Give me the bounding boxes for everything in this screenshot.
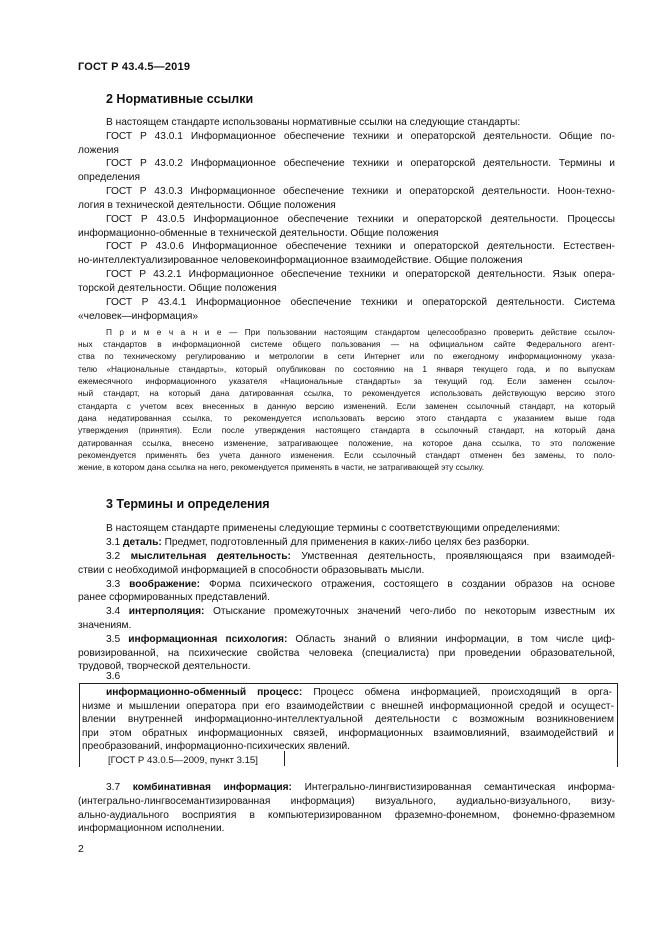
section-2-title: 2 Нормативные ссылки	[106, 92, 254, 106]
term-3-7-line-4: информационном исполнении.	[78, 823, 225, 834]
ref-3-line-1: ГОСТ Р 43.0.3 Информационное обеспечение техники и операторской деятельности. Ноон-техно-	[106, 186, 615, 197]
term-3-6-line-1: информационно-обменный процесс: Процесс обмена информацией, происходящий в орга-	[106, 687, 612, 698]
term-3-7-line-2: (интегрально-лингвосемантизированная информация) визуального, аудиально-визуального, визу-	[78, 796, 615, 807]
term-3-6-line-3: влении внутренней информационно-интеллектуальной деятельности с возможным возникновением	[82, 714, 614, 725]
term-3-4-line-2: значениям.	[78, 620, 132, 631]
term-3-3-line-2: ранее сформированных представлений.	[78, 592, 270, 603]
term-3-6-line-4: при этом обратных информационных связей, информационных взаимовлияний, взаимодействий и	[82, 728, 614, 739]
page-number: 2	[78, 843, 84, 855]
term-3-2-line-1: 3.2 мыслительная деятельность: Умственная деятельность, проявляющаяся при взаимодей-	[106, 551, 615, 562]
term-3-1: 3.1 деталь: Предмет, подготовленный для применения в каких-либо целях без разборки.	[106, 537, 530, 548]
term-3-6-line-2: низме и мышлении оператора при его взаимодействии с внешней информационной средой и осущест-	[82, 701, 614, 712]
ref-7-line-2: «человек—информация»	[78, 311, 199, 322]
term-3-5-line-3: трудовой, творческой деятельности.	[78, 661, 251, 672]
term-3-7-line-3: ально-аудиального восприятия в компьютеризированном фраземно-фонемном, фонемно-фраземном	[78, 810, 615, 821]
note-line-2: ных стандартов в информационной системе общего пользования — на официальном сайте Федерального агент-	[78, 339, 615, 349]
ref-2-line-2: определения	[78, 172, 141, 183]
section-3-title: 3 Термины и определения	[106, 497, 270, 511]
ref-4-line-2: информационно-обменные в технической деятельности. Общие положения	[78, 228, 439, 239]
note-line-1: П р и м е ч а н и е — При пользовании настоящим стандартом целесообразно проверить действие ссылоч-	[106, 327, 615, 337]
note-line-3: ства по техническому регулированию и метрологии в сети Интернет или по ежегодному информационному указа-	[78, 351, 615, 361]
term-3-4-line-1: 3.4 интерполяция: Отыскание промежуточных значений чего-либо по некоторым известным их	[106, 606, 615, 617]
ref-5-line-2: но-интеллектуализированное человекоинформационное взаимодействие. Общие положения	[78, 255, 523, 266]
ref-4-line-1: ГОСТ Р 43.0.5 Информационное обеспечение техники и операторской деятельности. Процессы	[106, 214, 615, 225]
note-line-11: рекомендуется применять без учета данного изменения. Если ссылочный стандарт отменен без замены, то поло-	[78, 450, 615, 460]
ref-3-line-2: логия в технической деятельности. Общие положения	[78, 200, 336, 211]
section-2-intro: В настоящем стандарте использованы нормативные ссылки на следующие стандарты:	[106, 117, 521, 128]
ref-1-line-1: ГОСТ Р 43.0.1 Информационное обеспечение техники и операторской деятельности. Общие по-	[106, 131, 615, 142]
term-3-6-number: 3.6	[106, 671, 121, 682]
term-3-5-line-2: ровизированной, на психические свойства человека (специалиста) при проведении образовательной,	[78, 648, 615, 659]
term-3-3-line-1: 3.3 воображение: Форма психического отражения, состоящего в создании образов на основе	[106, 579, 615, 590]
ref-7-line-1: ГОСТ Р 43.4.1 Информационное обеспечение техники и операторской деятельности. Система	[106, 297, 615, 308]
ref-6-line-1: ГОСТ Р 43.2.1 Информационное обеспечение техники и операторской деятельности. Язык опера-	[106, 269, 615, 280]
term-3-6-source: [ГОСТ Р 43.0.5—2009, пункт 3.15]	[108, 755, 258, 766]
note-line-5: ежемесячного информационного указателя «Национальные стандарты» за текущий год. Если заменен ссылоч-	[78, 376, 615, 386]
note-line-4: телю «Национальные стандарты», который опубликован по состоянию на 1 января текущего года, и по выпускам	[78, 364, 615, 374]
source-bracket-mark	[284, 751, 285, 766]
ref-5-line-1: ГОСТ Р 43.0.6 Информационное обеспечение техники и операторской деятельности. Естествен-	[106, 241, 615, 252]
note-line-8: дана недатированная ссылка, то рекомендуется использовать версию этого стандарта с указанием выше года	[78, 413, 615, 423]
note-line-7: стандарта с учетом всех внесенных в данную версию изменений. Если заменен ссылочный стандарт, на который	[78, 401, 615, 411]
term-3-5-line-1: 3.5 информационная психология: Область знаний о влиянии информации, в том числе циф-	[106, 634, 615, 645]
term-3-7-line-1: 3.7 комбинативная информация: Интегрально-лингвистизированная семантическая информа-	[106, 782, 616, 793]
ref-6-line-2: торской деятельности. Общие положения	[78, 283, 277, 294]
note-line-12: жение, в котором дана ссылка на него, рекомендуется применять в части, не затрагивающей эту ссылку.	[78, 462, 485, 472]
note-line-10: датированная ссылка, внесено изменение, затрагивающее положение, на которое дана ссылка, то это положение	[78, 438, 615, 448]
section-3-intro: В настоящем стандарте применены следующие термины с соответствующими определениями:	[106, 523, 561, 534]
term-3-2-line-2: ствии с необходимой информацией в способности образовывать мысли.	[78, 565, 425, 576]
ref-1-line-2: ложения	[78, 145, 119, 156]
term-3-6-line-5: преобразований, информационно-психических явлений.	[82, 741, 350, 752]
ref-2-line-1: ГОСТ Р 43.0.2 Информационное обеспечение техники и операторской деятельности. Термины и	[106, 158, 615, 169]
note-line-6: ный стандарт, на который дана датированная ссылка, то рекомендуется использовать действующую версию этого	[78, 388, 615, 398]
document-header: ГОСТ Р 43.4.5—2019	[78, 61, 191, 73]
note-line-9: утверждения (принятия). Если после утверждения настоящего стандарта в ссылочный стандарт, на который дана	[78, 425, 615, 435]
